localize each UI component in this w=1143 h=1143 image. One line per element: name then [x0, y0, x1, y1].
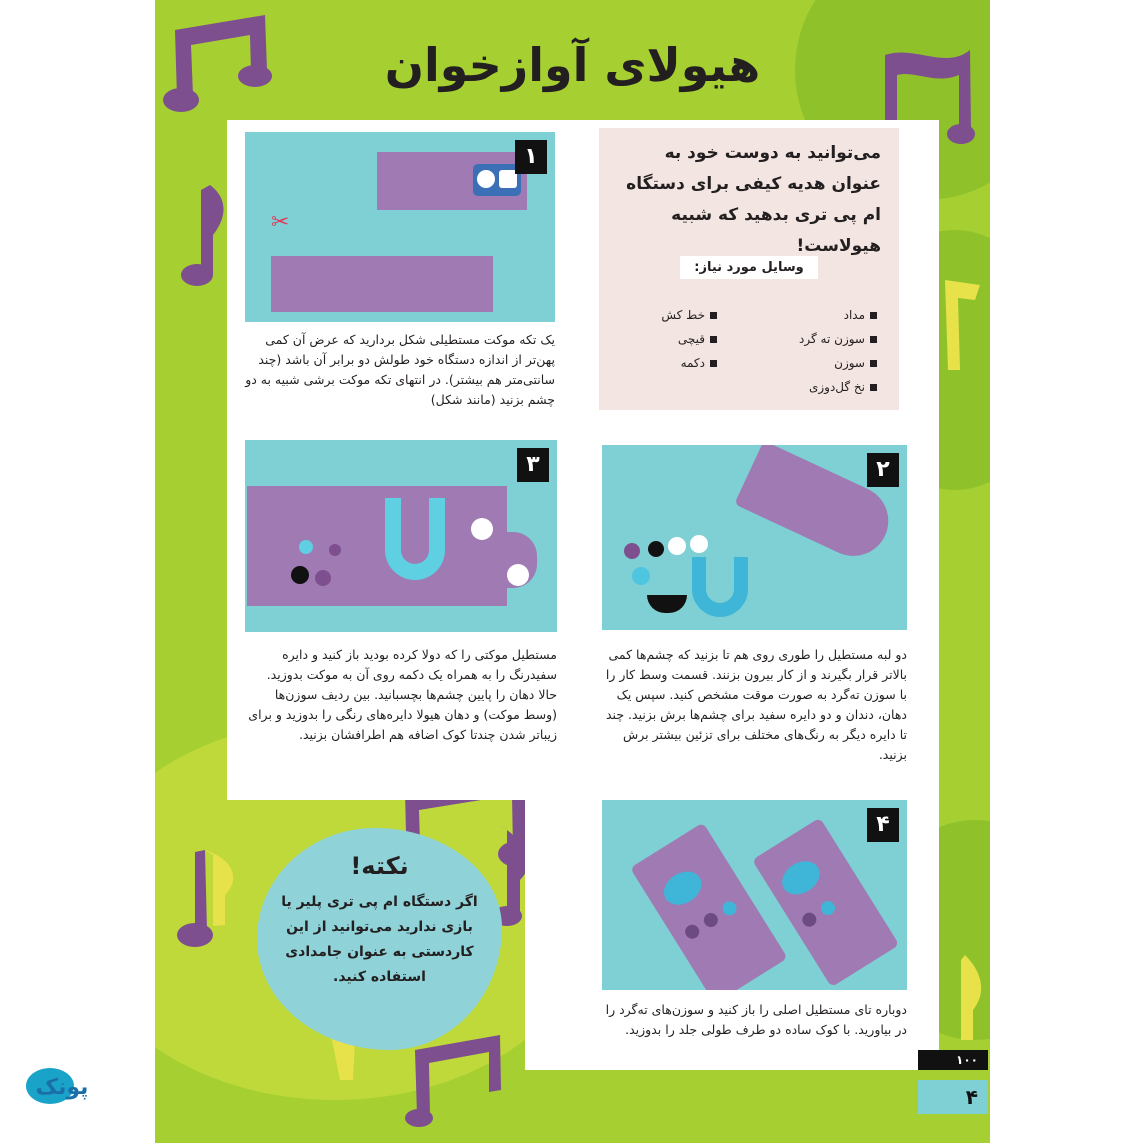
intro-box: [599, 128, 899, 410]
button-circle: [315, 570, 331, 586]
page-title: هیولای آوازخوان: [384, 38, 761, 92]
material-item: سوزن: [834, 356, 877, 370]
music-note-icon: [175, 180, 235, 290]
materials-heading: وسایل مورد نیاز:: [599, 260, 899, 275]
step-4-text: دوباره تای مستطیل اصلی را باز کنید و سوزن‌های ته‌گرد را در بیاورید. با کوک ساده دو طرف طولی جلد را بدوزید.: [605, 1002, 907, 1037]
eye-circle: [471, 518, 493, 540]
button-circle: [299, 540, 313, 554]
intro-text: می‌توانید به دوست خود به عنوان هدیه کیفی برای دستگاه ام پی تری بدهید که شبیه هیولاست!: [626, 143, 881, 256]
step-2-text: دو لبه مستطیل را طوری روی هم تا بزنید که چشم‌ها کمی بالاتر قرار بگیرند و از کار بیرون بزنند. قسمت وسط کار را با سوزن ته‌گرد به صورت موقت مشخص کنید. سپس یک دهان، دندان و دو دایره سفید برای چشم‌ها برش بزنید. چند تا دایره دیگر به رنگ‌های مختلف برای تزئین بیشتر برش بزنید.: [605, 647, 907, 762]
step-number: ۱: [515, 140, 547, 174]
material-item: قیچی: [678, 332, 717, 346]
material-item: نخ گل‌دوزی: [809, 380, 877, 394]
step-2-illustration: [602, 445, 907, 630]
mouth-piece: [692, 557, 748, 617]
svg-text:پونک: پونک: [35, 1075, 89, 1100]
material-item: دکمه: [681, 356, 717, 370]
logo-icon: [18, 1058, 106, 1114]
eye-circle: [507, 564, 529, 586]
step-number: ۳: [517, 448, 549, 482]
felt-strip: [271, 256, 493, 312]
step-3-text: مستطیل موکتی را که دولا کرده بودید باز کنید و دایره سفیدرنگ را به همراه یک دکمه روی آن به موکت بدوزید. حالا دهان را پایین چشم‌ها بچسبانید. بین ردیف سوزن‌ها (وسط موکت) و دهان هیولا دایره‌های رنگی را بدوزید و برای زیباتر شدن چندتا کوک اضافه هم اطرافشان بزنید.: [248, 647, 557, 742]
step-1-text: یک تکه موکت مستطیلی شکل بردارید که عرض آن کمی پهن‌تر از اندازه دستگاه خود طولش دو برابر آن باشد (چند سانتی‌متر هم بیشتر). در انتهای تکه موکت برشی شبیه به دو چشم بزنید (مانند شکل): [245, 332, 555, 407]
brand-logo: [18, 1058, 106, 1114]
scissors-icon: ✂: [271, 210, 290, 235]
step-4-illustration: [602, 800, 907, 990]
deco-circle: [632, 567, 650, 585]
step-number: ۲: [867, 453, 899, 487]
step-1-illustration: [245, 132, 555, 322]
eye-circle: [624, 543, 640, 559]
eye-circle: [690, 535, 708, 553]
material-item: مداد: [844, 308, 877, 322]
eye-circle: [668, 537, 686, 555]
step-number: ۴: [867, 808, 899, 842]
button-circle: [329, 544, 341, 556]
mp3-player-icon: [473, 164, 521, 196]
button-circle: [291, 566, 309, 584]
music-note-icon: [405, 1030, 515, 1140]
tip-text: اگر دستگاه ام پی تری پلیر یا بازی ندارید می‌توانید از این کاردستی به عنوان جامدادی استفاده کنید.: [281, 894, 478, 985]
teeth-piece: [647, 595, 687, 613]
tip-title: نکته!: [350, 852, 409, 880]
eye-circle: [648, 541, 664, 557]
music-note-icon: [940, 270, 990, 390]
page-number-bottom: ۴: [918, 1080, 988, 1114]
material-item: سوزن ته گرد: [799, 332, 877, 346]
step-3-illustration: [245, 440, 557, 632]
book-page: [155, 0, 990, 1143]
felt-rectangle: [247, 486, 507, 606]
mouth-piece: [385, 498, 445, 580]
material-item: خط کش: [661, 308, 717, 322]
page-number-top: ۱۰۰: [918, 1050, 988, 1070]
music-note-icon: [165, 840, 245, 960]
finished-monster: [630, 822, 788, 990]
music-note-icon: [945, 950, 990, 1050]
